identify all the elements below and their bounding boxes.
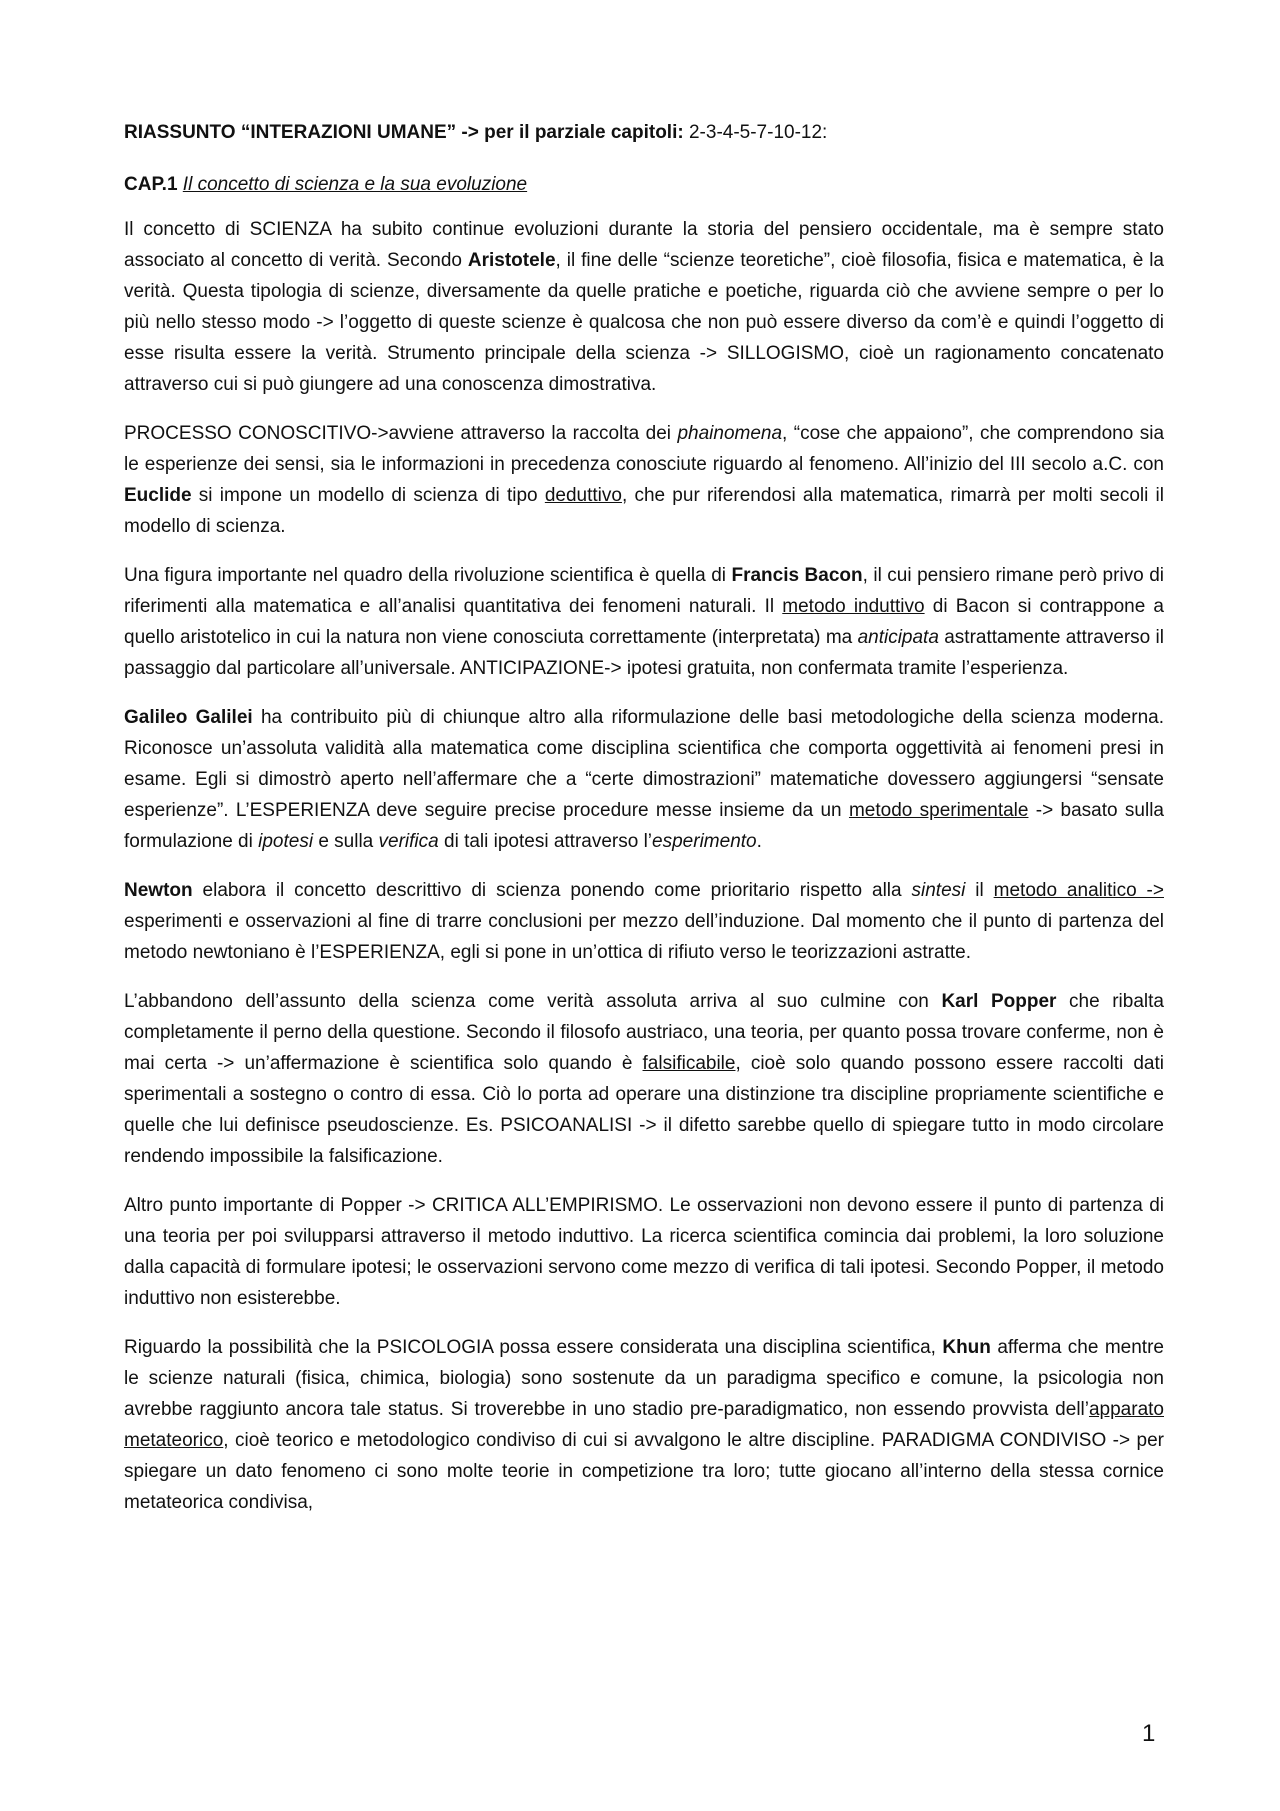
bold-term: Galileo Galilei bbox=[124, 707, 253, 728]
bold-term: Newton bbox=[124, 880, 193, 901]
text: L’abbandono dell’assunto della scienza come verità assoluta arriva al suo culmine con bbox=[124, 991, 942, 1012]
paragraph-popper bbox=[124, 986, 1164, 1172]
text: , che pur riferendosi alla matematica, rimarrà per molti secoli il modello di scienza. bbox=[124, 485, 1164, 537]
text: che ribalta completamente il perno della questione. Secondo il filosofo austriaco, una teoria, per quanto possa trovare conferme, non è mai certa -> un’affermazione è scientifica solo quando è bbox=[124, 991, 1164, 1074]
text: PROCESSO CONOSCITIVO->avviene attraverso la raccolta dei bbox=[124, 423, 678, 444]
text: , cioè teorico e metodologico condiviso di cui si avvalgono le altre discipline. PARADIGMA CONDIVISO -> per spiegare un dato fenomeno ci sono molte teorie in competizione tra loro; tutte giocano all’interno della stessa cornice metateorica condivisa, bbox=[124, 1430, 1164, 1513]
italic-term: ipotesi bbox=[258, 831, 314, 852]
chapter-label: CAP.1 bbox=[124, 174, 178, 195]
underlined-term: metodo sperimentale bbox=[848, 800, 1029, 821]
underlined-term: metodo induttivo bbox=[782, 596, 925, 617]
text: , cioè solo quando possono essere raccolti dati sperimentali a sostegno o contro di essa. Ciò lo porta ad operare una distinzione tra discipline propriamente scientifiche e quelle che lui definisce pseudoscienze. Es. PSICOANALISI -> il difetto sarebbe quello di spiegare tutto in modo circolare rendendo impossibile la falsificazione. bbox=[124, 1053, 1164, 1167]
underlined-term: falsificabile bbox=[642, 1053, 736, 1074]
italic-term: verifica bbox=[378, 831, 439, 852]
text: si impone un modello di scienza di tipo bbox=[191, 485, 545, 506]
chapter-heading bbox=[124, 172, 527, 198]
text: . bbox=[756, 831, 762, 852]
text: esperimenti e osservazioni al fine di trarre conclusioni per mezzo dell’induzione. Dal momento che il punto di partenza del metodo newtoniano è l’ESPERIENZA, egli si pone in un’ottica di rifiuto verso le teorizzazioni astratte. bbox=[124, 911, 1164, 963]
paragraph-newton bbox=[124, 875, 1164, 968]
paragraph-scienza bbox=[124, 214, 1164, 400]
text: di tali ipotesi attraverso l’ bbox=[438, 831, 653, 852]
page-number: 1 bbox=[1142, 1720, 1156, 1747]
underlined-term: apparato metateorico bbox=[124, 1399, 1164, 1451]
title-chapters: 2-3-4-5-7-10-12: bbox=[683, 122, 828, 143]
title-bold: RIASSUNTO “INTERAZIONI UMANE” -> per il parziale capitoli: bbox=[124, 122, 684, 143]
text: Altro punto importante di Popper -> CRITICA ALL’EMPIRISMO. Le osservazioni non devono essere il punto di partenza di una teoria per poi svilupparsi attraverso il metodo induttivo. La ricerca scientifica comincia dai problemi, la loro soluzione dalla capacità di formulare ipotesi; le osservazioni servono come mezzo di verifica di tali ipotesi. Secondo Popper, il metodo induttivo non esisterebbe. bbox=[124, 1195, 1164, 1309]
text: il bbox=[965, 880, 994, 901]
bold-term: Khun bbox=[942, 1337, 991, 1358]
text: Il concetto di SCIENZA ha subito continue evoluzioni durante la storia del pensiero occidentale, ma è sempre stato associato al concetto di verità. Secondo bbox=[124, 219, 1164, 271]
italic-term: phainomena bbox=[677, 423, 783, 444]
italic-term: sintesi bbox=[911, 880, 966, 901]
underlined-term: deduttivo bbox=[544, 485, 622, 506]
text: Riguardo la possibilità che la PSICOLOGIA possa essere considerata una disciplina scientifica, bbox=[124, 1337, 943, 1358]
italic-term: anticipata bbox=[857, 627, 939, 648]
paragraph-bacon bbox=[124, 560, 1164, 684]
text: , “cose che appaiono”, che comprendono sia le esperienze dei sensi, sia le informazioni in precedenza conosciute riguardo al fenomeno. All’inizio del III secolo a.C. con bbox=[124, 423, 1165, 475]
text: -> basato sulla formulazione di bbox=[124, 800, 1164, 852]
text: astrattamente attraverso il passaggio dal particolare all’universale. ANTICIPAZIONE-> ipotesi gratuita, non confermata tramite l’esperienza. bbox=[124, 627, 1164, 679]
bold-term: Karl Popper bbox=[941, 991, 1057, 1012]
text: ha contribuito più di chiunque altro alla riformulazione delle basi metodologiche della scienza moderna. Riconosce un’assoluta validità alla matematica come disciplina scientifica che comporta oggettività ai fenomeni presi in esame. Egli si dimostrò aperto nell’affermare che a “certe dimostrazioni” matematiche dovessero aggiungersi “sensate esperienze”. L’ESPERIENZA deve seguire precise procedure messe insieme da un bbox=[124, 707, 1164, 821]
paragraph-khun bbox=[124, 1332, 1164, 1518]
document-title bbox=[124, 120, 827, 146]
bold-term: Francis Bacon bbox=[731, 565, 863, 586]
text: e sulla bbox=[313, 831, 379, 852]
underlined-term: metodo analitico -> bbox=[993, 880, 1164, 901]
paragraph-processo-conoscitivo bbox=[124, 418, 1164, 542]
text: elabora il concetto descrittivo di scienza ponendo come prioritario rispetto alla bbox=[192, 880, 912, 901]
chapter-title: Il concetto di scienza e la sua evoluzione bbox=[182, 174, 528, 195]
italic-term: esperimento bbox=[652, 831, 757, 852]
text: di Bacon si contrappone a quello aristotelico in cui la natura non viene conosciuta correttamente (interpretata) ma bbox=[124, 596, 1165, 648]
text: , il fine delle “scienze teoretiche”, cioè filosofia, fisica e matematica, è la verità. Questa tipologia di scienze, diversamente da quelle pratiche e poetiche, riguarda ciò che avviene sempre o per lo più nello stesso modo -> l’oggetto di queste scienze è qualcosa che non può essere diverso da com’è e quindi l’oggetto di esse risulta essere la verità. Strumento principale della scienza -> SILLOGISMO, cioè un ragionamento concatenato attraverso cui si può giungere ad una conoscenza dimostrativa. bbox=[124, 250, 1164, 395]
document-body bbox=[124, 214, 1164, 1536]
paragraph-empirismo bbox=[124, 1190, 1164, 1314]
text: Una figura importante nel quadro della rivoluzione scientifica è quella di bbox=[124, 565, 732, 586]
text: afferma che mentre le scienze naturali (fisica, chimica, biologia) sono sostenute da un paradigma specifico e comune, la psicologia non avrebbe raggiunto ancora tale status. Si troverebbe in uno stadio pre-paradigmatico, non essendo provvista dell’ bbox=[124, 1337, 1164, 1420]
bold-term: Aristotele bbox=[467, 250, 556, 271]
bold-term: Euclide bbox=[124, 485, 192, 506]
text: , il cui pensiero rimane però privo di riferimenti alla matematica e all’analisi quantitativa dei fenomeni naturali. Il bbox=[124, 565, 1164, 617]
paragraph-galilei bbox=[124, 702, 1164, 857]
